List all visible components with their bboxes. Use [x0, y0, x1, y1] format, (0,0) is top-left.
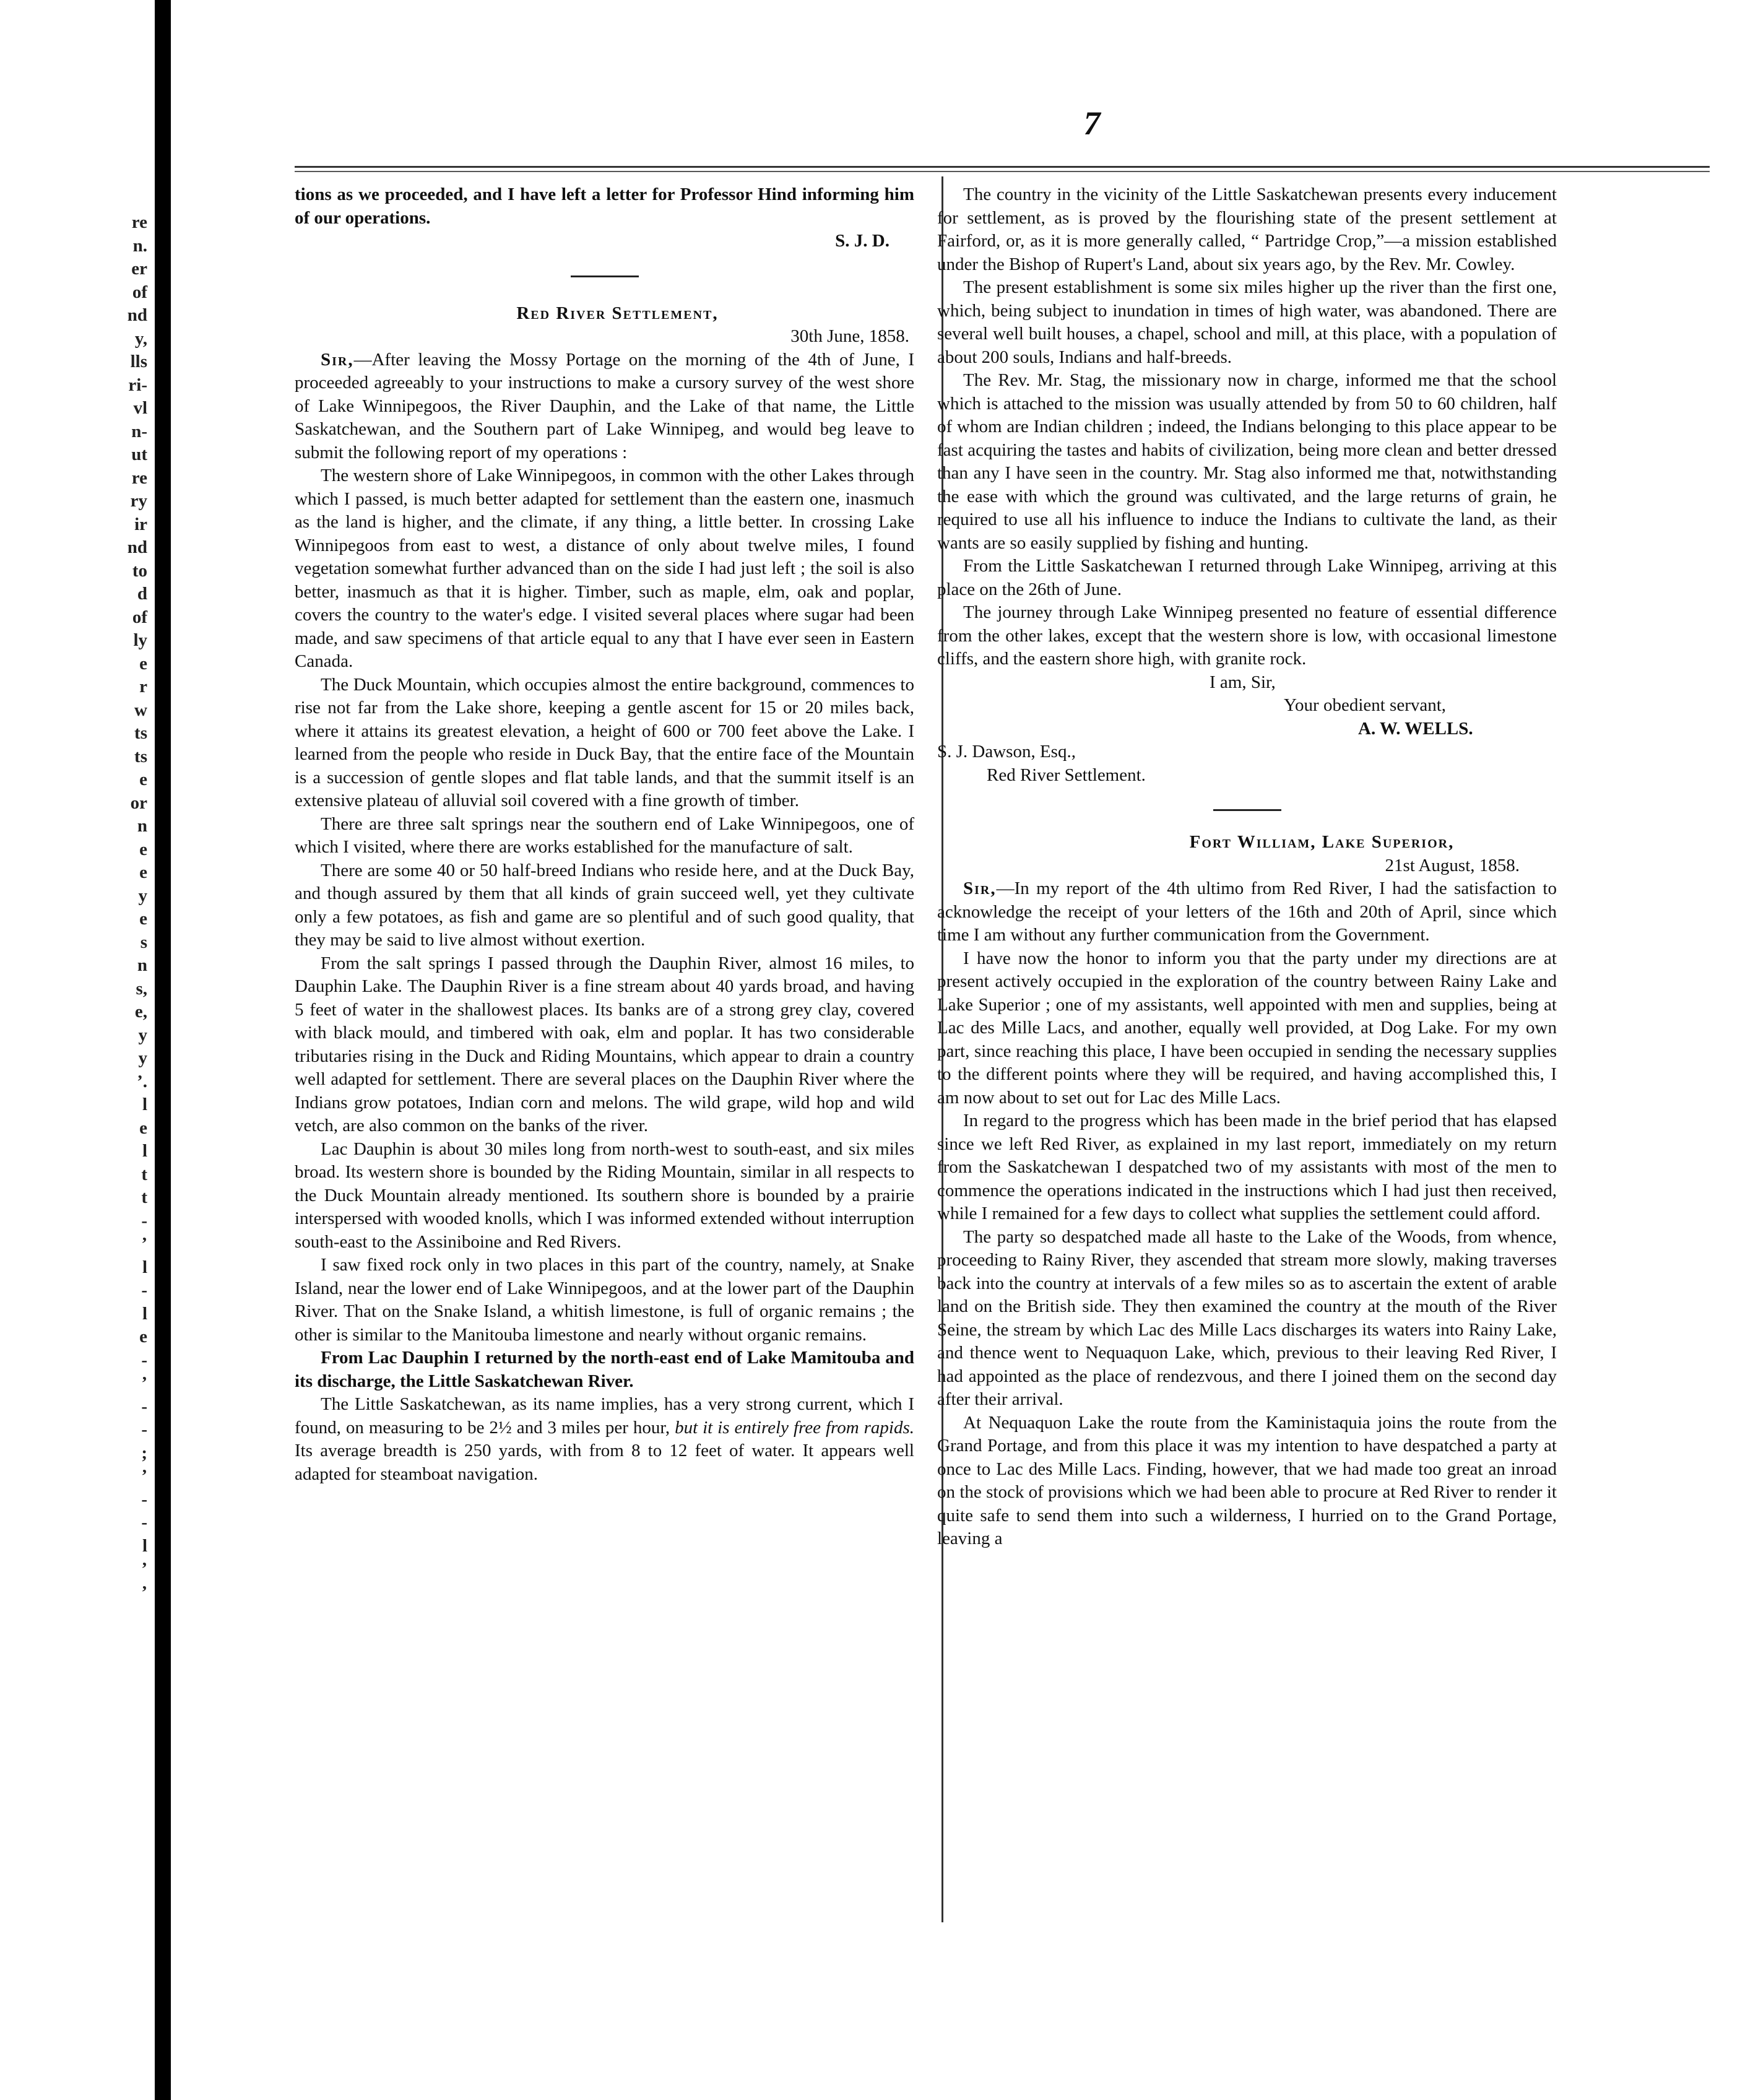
- margin-fragment: n: [137, 955, 147, 975]
- salutation: Sir,: [963, 879, 997, 898]
- margin-fragment: y: [138, 1025, 147, 1045]
- margin-fragment: l: [142, 1095, 147, 1114]
- margin-fragment: ut: [131, 445, 147, 464]
- margin-fragment: s: [140, 932, 147, 952]
- letter-date: 30th June, 1858.: [790, 326, 909, 346]
- italic-phrase: but it is entirely free from rapids.: [675, 1417, 914, 1438]
- page-number: 7: [1083, 105, 1101, 142]
- paragraph: At Nequaquon Lake the route from the Kaministaquia joins the route from the Grand Portage, and from this place it was my intention to have despatched a party at once to Lac des Mille Lacs. Finding, however, that we had made too great an inroad on the stock of provisions which we had been able to procure at Red River to render it quite safe to send them into such a wilderness, I hurried on to the Grand Portage, leaving a: [937, 1412, 1557, 1548]
- margin-fragment: ry: [130, 491, 147, 511]
- margin-fragment: y: [138, 885, 147, 906]
- header-rule: [295, 166, 1710, 172]
- margin-fragment: -: [141, 1512, 147, 1532]
- margin-fragment: e: [139, 839, 147, 859]
- margin-fragment: to: [132, 560, 147, 581]
- addressee-place: Red River Settlement.: [987, 765, 1146, 785]
- signature: A. W. WELLS.: [1358, 718, 1473, 739]
- margin-fragment: vl: [133, 398, 147, 418]
- margin-fragment: e,: [134, 1002, 147, 1022]
- addressee: S. J. Dawson, Esq.,: [937, 742, 1076, 761]
- margin-fragment: t: [141, 1164, 147, 1184]
- margin-fragment: -: [141, 1420, 147, 1439]
- paragraph: From the salt springs I passed through the Dauphin River, almost 16 miles, to Dauphin Lake. The Dauphin River is a fine stream about 40 yards broad, and having 5 feet of water in the shallowest places. Its banks are of a strong grey clay, covered with black mould, and timbered with oak, elm and poplar. It has two considerable tributaries rising in the Duck and Riding Mountains, which appear to drain a country well adapted for settlement. There are several places on the Dauphin River where the Indians grow potatoes, Indian corn and melons. The wild grape, wild hop and wild vetch, are also common on the banks of the river.: [295, 953, 914, 1135]
- margin-fragment: nd: [127, 537, 147, 557]
- margin-fragment: er: [131, 259, 147, 279]
- letter-heading: Fort William, Lake Superior,: [1189, 832, 1455, 852]
- paragraph: I have now the honor to inform you that the party under my directions are at present actively occupied in the exploration of the country between Rainy Lake and Lake Superior ; one of my assistants, well appointed with men and supplies, being at Lac des Mille Lacs, and another, equally well provided, at Dog Lake. For my own part, since reaching this place, I have been occupied in sending the necessary supplies to the different points where they will be required, and having accomplished this, I am now about to set out for Lac des Mille Lacs.: [937, 948, 1557, 1108]
- margin-fragment: -: [141, 1489, 147, 1509]
- paragraph: The Duck Mountain, which occupies almost the entire background, commences to rise not far from the Lake shore, keeping a gentle ascent for 15 or 20 miles back, where it attains its greatest elevation, a height of 600 or 700 feet above the Lake. I learned from the people who reside in Duck Bay, that the entire face of the Mountain is a succession of gentle slopes and flat table lands, and that the summit itself is an extensive plateau of alluvial soil covered with a fine growth of timber.: [295, 674, 914, 810]
- margin-fragment: ’: [141, 1373, 147, 1393]
- margin-fragment: ’: [141, 1234, 147, 1254]
- margin-fragment: r: [139, 677, 147, 696]
- margin-fragment: ’.: [137, 1071, 147, 1091]
- margin-fragment: ’: [141, 1559, 147, 1579]
- margin-fragment: n-: [131, 421, 147, 441]
- paragraph: The journey through Lake Winnipeg presented no feature of essential difference from the other lakes, except that the western shore is low, with occasional limestone cliffs, and the eastern shore high, with granite rock.: [937, 602, 1557, 669]
- margin-fragment: w: [134, 700, 147, 720]
- margin-fragment: n.: [132, 235, 147, 256]
- margin-fragment: ;: [141, 1443, 147, 1463]
- margin-fragment: l: [142, 1257, 147, 1277]
- margin-fragment: l: [142, 1535, 147, 1556]
- margin-fragment: or: [130, 792, 147, 813]
- margin-fragment: -: [141, 1396, 147, 1417]
- paragraph: Sir,—After leaving the Mossy Portage on the morning of the 4th of June, I proceeded agreeably to your instructions to make a cursory survey of the west shore of Lake Winnipegoos, the River Dauphin, and the Lake of that name, the Little Saskatchewan, and the Southern part of Lake Winnipeg, and would beg leave to submit the following report of my operations :: [295, 349, 914, 462]
- margin-fragment: y,: [134, 328, 147, 349]
- margin-fragment: ly: [133, 630, 147, 650]
- paragraph: Lac Dauphin is about 30 miles long from north-west to south-east, and six miles broad. Its western shore is bounded by the Riding Mountain, similar in all respects to the Duck Mountain already mentioned. Its southern shore is bounded by a prairie interspersed with wooded knolls, which I was informed extended without interruption south-east to the Assiniboine and Red Rivers.: [295, 1139, 914, 1252]
- margin-fragment: -: [141, 1350, 147, 1370]
- margin-fragment: -: [141, 1210, 147, 1231]
- closing-line: Your obedient servant,: [1284, 695, 1447, 715]
- paragraph: There are three salt springs near the southern end of Lake Winnipegoos, one of which I visited, where there are works established for the manufacture of salt.: [295, 814, 914, 857]
- margin-fragment: ts: [134, 723, 147, 743]
- margin-fragment: ri-: [128, 375, 147, 395]
- margin-fragment: ts: [134, 746, 147, 766]
- margin-fragment: n: [137, 816, 147, 836]
- margin-fragment: e: [139, 653, 147, 674]
- margin-fragment: of: [132, 607, 147, 627]
- initials: S. J. D.: [835, 231, 889, 251]
- paragraph: In regard to the progress which has been made in the brief period that has elapsed since we left Red River, as explained in my last report, immediately on my return from the Saskatchewan I despatched two of my assistants with most of the men to commence the operations indicated in the instructions which I had just then received, while I remained for a few days to collect what supplies the settlement could afford.: [937, 1111, 1557, 1223]
- margin-fragment: of: [132, 282, 147, 302]
- margin-fragment: l: [142, 1141, 147, 1161]
- paragraph: The Rev. Mr. Stag, the missionary now in charge, informed me that the school which is attached to the mission was usually attended by from 50 to 60 children, half of whom are Indian children ; indeed, the Indians belonging to this place appear to be fast acquiring the tastes and habits of civilization, being more clean and better dressed than any I have seen in the country. Mr. Stag also informed me that, notwithstanding the ease with which the ground was cultivated, and the large returns of grain, he required to use all his influence to induce the Indians to cultivate the land, as their wants are so easily supplied by fishing and hunting.: [937, 370, 1557, 553]
- paragraph: The country in the vicinity of the Little Saskatchewan presents every inducement for settlement, as is proved by the flourishing state of the present settlement at Fairford, or, as it is more generally called, “ Partridge Crop,”—a mission established under the Bishop of Rupert's Land, about six years ago, by the Rev. Mr. Cowley.: [937, 184, 1557, 274]
- margin-fragment: l: [142, 1303, 147, 1324]
- paragraph: Sir,—In my report of the 4th ultimo from Red River, I had the satisfaction to acknowledge the receipt of your letters of the 16th and 20th of April, since which time I am without any further communication from the Government.: [937, 879, 1557, 945]
- margin-fragment: e: [139, 909, 147, 929]
- document-page: [171, 0, 1753, 2100]
- paragraph: The Little Saskatchewan, as its name implies, has a very strong current, which I found, on measuring to be 2½ and 3 miles per hour, but it is entirely free from rapids. Its average breadth is 250 yards, with from 8 to 12 feet of water. It appears well adapted for steamboat navigation.: [295, 1394, 914, 1484]
- paragraph: From the Little Saskatchewan I returned through Lake Winnipeg, arriving at this place on the 26th of June.: [937, 556, 1557, 599]
- paragraph: The western shore of Lake Winnipegoos, in common with the other Lakes through which I passed, is much better adapted for settlement than the eastern one, inasmuch as the land is higher, and the climate, if any thing, a little better. In crossing Lake Winnipegoos from east to west, a distance of only about twelve miles, I found vegetation somewhat further advanced than on the side I had just left ; the soil is also better, inasmuch as that it is higher. Timber, such as maple, elm, oak and poplar, covers the country to the water's edge. I visited several places where sugar had been made, and saw specimens of that article equal to any that I have ever seen in Eastern Canada.: [295, 466, 914, 671]
- letter-date: 21st August, 1858.: [1385, 855, 1520, 875]
- margin-fragment: e: [139, 770, 147, 789]
- margin-fragment: d: [137, 584, 147, 604]
- margin-fragment: lls: [130, 352, 147, 371]
- continuation-text: tions as we proceeded, and I have left a letter for Professor Hind informing him of our operations.: [295, 184, 914, 228]
- left-column: [295, 183, 914, 1486]
- paragraph: The present establishment is some six miles higher up the river than the first one, which, being subject to inundation in times of high water, was abandoned. There are several well built houses, a chapel, school and mill, at this place, with a population of about 200 souls, Indians and half-breeds.: [937, 277, 1557, 367]
- salutation: Sir,: [321, 349, 354, 370]
- margin-fragment: t: [141, 1187, 147, 1207]
- facing-page-margin: [0, 0, 155, 2100]
- paragraph: There are some 40 or 50 half-breed Indians who reside here, and at the Duck Bay, and though assured by them that all kinds of grain succeed well, yet they cultivate only a few potatoes, as fish and game are so plentiful and of such good quality, that they may be said to live almost without exertion.: [295, 860, 914, 950]
- margin-fragment: y: [138, 1048, 147, 1068]
- margin-fragment: e: [139, 1327, 147, 1347]
- right-column: [937, 183, 1557, 1551]
- margin-fragment: ’: [141, 1466, 147, 1486]
- paragraph: From Lac Dauphin I returned by the north-east end of Lake Mamitouba and its discharge, the Little Saskatchewan River.: [295, 1348, 914, 1391]
- margin-fragment: re: [131, 467, 147, 488]
- page-gutter: [155, 0, 171, 2100]
- margin-fragment: ir: [134, 514, 147, 534]
- letter-heading: Red River Settlement,: [516, 303, 719, 323]
- paragraph: The party so despatched made all haste to the Lake of the Woods, from whence, proceeding to Rainy River, they ascended that stream more slowly, making traverses back into the country at intervals of a few miles so as to ascertain the extent of arable land on the British side. They then examined the country at the mouth of the River Seine, the stream by which Lac des Mille Lacs discharges its waters into Rainy Lake, and thence went to Nequaquon Lake, which, previous to their leaving Red River, I had appointed as the place of rendezvous, and there I joined them on the second day after their arrival.: [937, 1226, 1557, 1409]
- margin-fragment: re: [131, 212, 147, 232]
- margin-fragment: ’: [141, 1582, 147, 1602]
- margin-fragment: nd: [127, 305, 147, 325]
- closing-line: I am, Sir,: [1210, 672, 1276, 692]
- margin-fragment: s,: [136, 978, 147, 999]
- margin-fragment: e: [139, 1117, 147, 1138]
- paragraph: I saw fixed rock only in two places in this part of the country, namely, at Snake Island, near the lower end of Lake Winnipegoos, and at the lower part of the Dauphin River. That on the Snake Island, a whitish limestone, is full of organic remains ; the other is similar to the Manitouba limestone and nearly without organic remains.: [295, 1255, 914, 1345]
- margin-fragment: e: [139, 862, 147, 882]
- margin-fragment: -: [141, 1280, 147, 1300]
